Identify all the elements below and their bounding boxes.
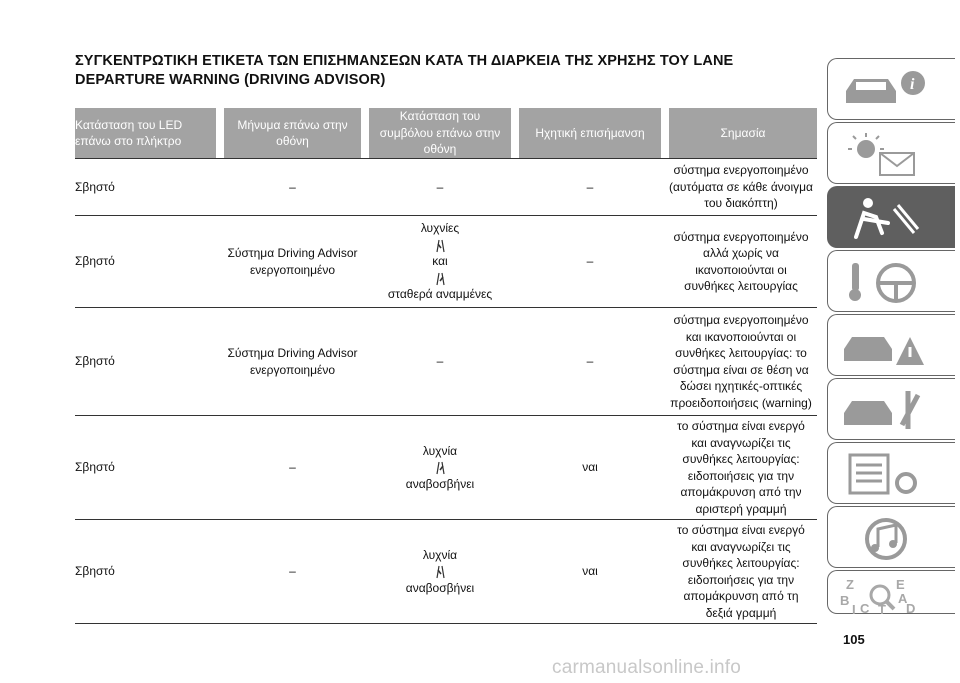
starting-driving-icon[interactable]	[827, 250, 955, 312]
cell-sound: ναι	[515, 520, 665, 624]
index-letter: B	[840, 593, 850, 608]
cell-led: Σβηστό	[75, 159, 220, 216]
technical-data-icon[interactable]	[827, 442, 955, 504]
cell-meaning: το σύστημα είναι ενεργό και αναγνωρίζει τις συνθήκες λειτουργίας: ειδοποιήσεις για την απομάκρυνση από τη δεξιά γραμμή	[665, 520, 817, 624]
cell-led: Σβηστό	[75, 308, 220, 416]
emergency-icon[interactable]	[827, 314, 955, 376]
cell-led: Σβηστό	[75, 216, 220, 308]
symbol-text: αναβοσβήνει	[405, 580, 475, 595]
header-symbol-state: Κατάσταση του συμβόλου επάνω στην οθόνη	[365, 108, 515, 158]
cell-message: –	[220, 159, 365, 216]
lane-left-icon	[369, 237, 511, 254]
cell-message: –	[220, 416, 365, 520]
cell-symbol	[365, 308, 515, 416]
header-led-state: Κατάσταση του LED επάνω στο πλήκτρο	[75, 108, 220, 158]
cell-sound: –	[515, 308, 665, 416]
cell-sound: ναι	[515, 416, 665, 520]
header-acoustic-signal: Ηχητική επισήμανση	[515, 108, 665, 158]
lane-right-icon	[369, 459, 511, 476]
table-row	[75, 159, 817, 216]
index-letter: I	[852, 602, 856, 615]
cell-led: Σβηστό	[75, 416, 220, 520]
index-letter: C	[860, 601, 870, 615]
cell-symbol	[365, 416, 515, 520]
index-letter: D	[906, 601, 916, 615]
cell-symbol	[365, 159, 515, 216]
maintenance-icon[interactable]	[827, 378, 955, 440]
safety-icon[interactable]	[827, 186, 955, 248]
signals-table	[75, 108, 817, 624]
cell-message: Σύστημα Driving Advisor ενεργοποιημένο	[220, 308, 365, 416]
cell-sound: –	[515, 159, 665, 216]
header-display-message: Μήνυμα επάνω στην οθόνη	[220, 108, 365, 158]
multimedia-icon[interactable]	[827, 506, 955, 568]
svg-text:i: i	[910, 76, 915, 93]
cell-sound: –	[515, 216, 665, 308]
index-letter: A	[898, 591, 908, 606]
cell-meaning: σύστημα ενεργοποιημένο και ικανοποιούνται οι συνθήκες λειτουργίας: το σύστημα είναι σε θέση να δώσει ηχητικές-οπτικές προειδοποιήσεις (warning)	[665, 308, 817, 416]
lane-left-icon	[369, 563, 511, 580]
symbol-text: σταθερά αναμμένες	[387, 287, 493, 302]
cell-led: Σβηστό	[75, 520, 220, 624]
table-row	[75, 520, 817, 624]
car-info-icon[interactable]	[827, 58, 955, 120]
index-letter: Z	[846, 577, 854, 592]
warning-lights-icon[interactable]	[827, 122, 955, 184]
header-meaning: Σημασία	[665, 108, 817, 158]
symbol-text: –	[436, 354, 444, 369]
symbol-text: λυχνίες	[420, 221, 460, 236]
symbol-text: και	[432, 254, 448, 269]
symbol-text: αναβοσβήνει	[405, 476, 475, 491]
table-row	[75, 216, 817, 308]
table-row	[75, 308, 817, 416]
cell-meaning: σύστημα ενεργοποιημένο (αυτόματα σε κάθε άνοιγμα του διακόπτη)	[665, 159, 817, 216]
page-number: 105	[843, 632, 865, 647]
page-title: ΣΥΓΚΕΝΤΡΩΤΙΚΗ ΕΤΙΚΕΤΑ ΤΩΝ ΕΠΙΣΗΜΑΝΣΕΩΝ ΚΑΤΑ ΤΗ ΔΙΑΡΚΕΙΑ ΤΗΣ ΧΡΗΣΗΣ ΤΟΥ LANE DEPARTURE WARNING (DRIVING ADVISOR)	[75, 53, 734, 88]
cell-symbol	[365, 216, 515, 308]
symbol-text: –	[436, 179, 444, 194]
cell-meaning: σύστημα ενεργοποιημένο αλλά χωρίς να ικανοποιούνται οι συνθήκες λειτουργίας	[665, 216, 817, 308]
watermark: carmanualsonline.info	[552, 657, 742, 678]
index-icon[interactable]	[827, 570, 955, 614]
cell-symbol	[365, 520, 515, 624]
table-header-row	[75, 108, 817, 158]
index-letter: T	[878, 602, 886, 615]
index-letter: E	[896, 577, 905, 592]
symbol-text: λυχνία	[422, 443, 458, 458]
cell-message: Σύστημα Driving Advisor ενεργοποιημένο	[220, 216, 365, 308]
cell-meaning: το σύστημα είναι ενεργό και αναγνωρίζει τις συνθήκες λειτουργίας: ειδοποιήσεις για την απομάκρυνση από την αριστερή γραμμή	[665, 416, 817, 520]
cell-message: –	[220, 520, 365, 624]
symbol-text: λυχνία	[422, 547, 458, 562]
lane-right-icon	[369, 270, 511, 287]
table-row	[75, 416, 817, 520]
